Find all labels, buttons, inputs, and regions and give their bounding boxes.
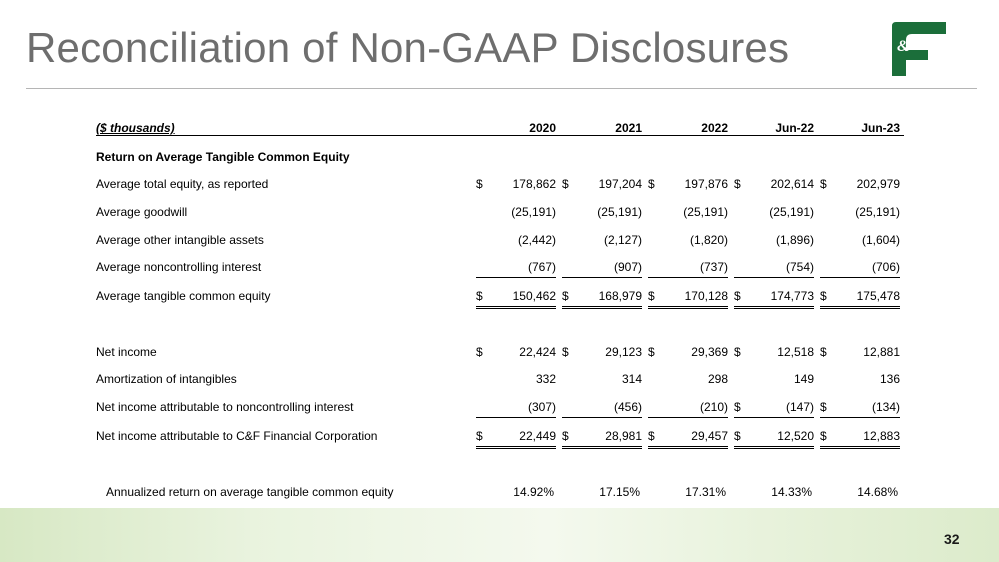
- value-cell: [562, 230, 642, 250]
- cell-value: (307): [527, 400, 556, 414]
- cell-value: (25,191): [855, 205, 900, 219]
- dollar-sign: $: [820, 429, 827, 443]
- unit-label: ($ thousands): [96, 121, 175, 135]
- cell-value: (1,604): [861, 233, 900, 247]
- cell-value: (25,191): [511, 205, 556, 219]
- cell-value: 197,876: [684, 177, 728, 191]
- dollar-sign: $: [648, 177, 655, 191]
- value-cell: [648, 426, 728, 449]
- value-cell: [476, 426, 556, 449]
- col-header-label: 2020: [529, 121, 556, 135]
- cell-value: 149: [793, 372, 814, 386]
- cell-value: (706): [871, 260, 900, 274]
- cell-value: 197,204: [598, 177, 642, 191]
- dollar-sign: $: [476, 289, 483, 303]
- dollar-sign: $: [820, 345, 827, 359]
- cell-value: 14.92%: [513, 485, 554, 499]
- cell-value: 14.68%: [857, 485, 898, 499]
- cell-value: 178,862: [512, 177, 556, 191]
- table-row: [96, 202, 904, 222]
- row-label: Average goodwill: [96, 205, 188, 219]
- cell-value: (210): [699, 400, 728, 414]
- value-cell: [648, 342, 728, 362]
- col-header-label: Jun-23: [861, 121, 900, 135]
- value-cell: [562, 174, 642, 194]
- value-cell: [476, 202, 556, 222]
- value-cell: [476, 230, 556, 250]
- value-cell: [648, 202, 728, 222]
- table-row: [96, 230, 904, 250]
- cell-value: (767): [527, 260, 556, 274]
- cell-value: (1,896): [775, 233, 814, 247]
- cell-value: (134): [871, 400, 900, 414]
- value-cell: [820, 174, 900, 194]
- cell-value: 12,518: [777, 345, 814, 359]
- value-cell: [562, 286, 642, 309]
- dollar-sign: $: [476, 345, 483, 359]
- cell-value: 14.33%: [771, 485, 812, 499]
- cell-value: 202,979: [856, 177, 900, 191]
- value-cell: [648, 482, 728, 502]
- value-cell: [820, 286, 900, 309]
- value-cell: [476, 397, 556, 418]
- section-title-row: [96, 147, 904, 167]
- cell-value: 12,881: [863, 345, 900, 359]
- dollar-sign: $: [734, 289, 741, 303]
- value-cell: [820, 230, 900, 250]
- value-cell: [562, 426, 642, 449]
- table-row: [96, 397, 904, 417]
- cell-value: 12,520: [777, 429, 814, 443]
- page-number: 32: [944, 531, 960, 547]
- cell-value: (25,191): [597, 205, 642, 219]
- col-header-label: 2021: [615, 121, 642, 135]
- value-cell: [820, 342, 900, 362]
- value-cell: [648, 397, 728, 418]
- value-cell: [734, 174, 814, 194]
- dollar-sign: $: [476, 177, 483, 191]
- cell-value: 136: [879, 372, 900, 386]
- page-title: Reconciliation of Non-GAAP Disclosures: [26, 24, 790, 71]
- value-cell: [820, 369, 900, 389]
- col-header-label: 2022: [701, 121, 728, 135]
- value-cell: [562, 257, 642, 278]
- dollar-sign: $: [648, 345, 655, 359]
- cell-value: (1,820): [689, 233, 728, 247]
- row-label: Amortization of intangibles: [96, 372, 237, 386]
- dollar-sign: $: [820, 289, 827, 303]
- cell-value: 17.15%: [599, 485, 640, 499]
- value-cell: [648, 369, 728, 389]
- row-label: Average tangible common equity: [96, 289, 271, 303]
- dollar-sign: $: [562, 289, 569, 303]
- cell-value: (2,442): [517, 233, 556, 247]
- dollar-sign: $: [734, 429, 741, 443]
- cell-value: 29,123: [605, 345, 642, 359]
- row-label: Average total equity, as reported: [96, 177, 269, 191]
- cell-value: 168,979: [598, 289, 642, 303]
- value-cell: [476, 369, 556, 389]
- value-cell: [734, 257, 814, 278]
- cell-value: 314: [621, 372, 642, 386]
- value-cell: [734, 369, 814, 389]
- value-cell: [562, 342, 642, 362]
- value-cell: [476, 174, 556, 194]
- value-cell: [562, 202, 642, 222]
- cell-value: (147): [785, 400, 814, 414]
- value-cell: [562, 482, 642, 502]
- row-label: Net income: [96, 345, 157, 359]
- row-label: Net income attributable to C&F Financial Corporation: [96, 429, 378, 443]
- cell-value: 17.31%: [685, 485, 726, 499]
- dollar-sign: $: [562, 177, 569, 191]
- dollar-sign: $: [648, 429, 655, 443]
- value-cell: [734, 342, 814, 362]
- cell-value: (907): [613, 260, 642, 274]
- cell-value: 174,773: [770, 289, 814, 303]
- row-label: Average other intangible assets: [96, 233, 264, 247]
- cell-value: (25,191): [769, 205, 814, 219]
- value-cell: [476, 482, 556, 502]
- dollar-sign: $: [476, 429, 483, 443]
- table-row: [96, 426, 904, 446]
- cell-value: (737): [699, 260, 728, 274]
- dollar-sign: $: [734, 177, 741, 191]
- cell-value: (25,191): [683, 205, 728, 219]
- cell-value: 22,449: [519, 429, 556, 443]
- value-cell: [734, 397, 814, 418]
- value-cell: [476, 286, 556, 309]
- col-header-label: Jun-22: [775, 121, 814, 135]
- dollar-sign: $: [648, 289, 655, 303]
- value-cell: [648, 174, 728, 194]
- table-row: [96, 174, 904, 194]
- cell-value: (754): [785, 260, 814, 274]
- cell-value: 332: [535, 372, 556, 386]
- row-label: Net income attributable to noncontrolling interest: [96, 400, 354, 414]
- value-cell: [648, 230, 728, 250]
- section-title: Return on Average Tangible Common Equity: [96, 150, 350, 164]
- value-cell: [734, 286, 814, 309]
- cell-value: 22,424: [519, 345, 556, 359]
- dollar-sign: $: [562, 345, 569, 359]
- value-cell: [820, 257, 900, 278]
- dollar-sign: $: [734, 400, 741, 414]
- value-cell: [820, 202, 900, 222]
- row-label: Annualized return on average tangible common equity: [106, 485, 394, 499]
- dollar-sign: $: [562, 429, 569, 443]
- cell-value: 150,462: [512, 289, 556, 303]
- table-row: [96, 369, 904, 389]
- value-cell: [648, 286, 728, 309]
- value-cell: [820, 397, 900, 418]
- footer-band: [0, 508, 999, 562]
- header-rule: [96, 135, 904, 136]
- svg-text:&: &: [897, 38, 910, 55]
- table-row: [96, 342, 904, 362]
- value-cell: [734, 202, 814, 222]
- dollar-sign: $: [820, 177, 827, 191]
- cell-value: (2,127): [603, 233, 642, 247]
- dollar-sign: $: [820, 400, 827, 414]
- table-row: [96, 482, 904, 502]
- cell-value: 12,883: [863, 429, 900, 443]
- cell-value: 29,457: [691, 429, 728, 443]
- cell-value: 29,369: [691, 345, 728, 359]
- value-cell: [734, 482, 814, 502]
- cell-value: 298: [707, 372, 728, 386]
- title-divider: [26, 88, 977, 89]
- value-cell: [476, 257, 556, 278]
- cell-value: 175,478: [856, 289, 900, 303]
- value-cell: [734, 230, 814, 250]
- cell-value: 170,128: [684, 289, 728, 303]
- cell-value: 202,614: [770, 177, 814, 191]
- value-cell: [562, 369, 642, 389]
- company-logo: [888, 20, 950, 78]
- value-cell: [820, 426, 900, 449]
- cell-value: 28,981: [605, 429, 642, 443]
- table-row: [96, 257, 904, 277]
- cell-value: (456): [613, 400, 642, 414]
- value-cell: [820, 482, 900, 502]
- row-label: Average noncontrolling interest: [96, 260, 262, 274]
- table-row: [96, 286, 904, 306]
- value-cell: [476, 342, 556, 362]
- value-cell: [648, 257, 728, 278]
- dollar-sign: $: [734, 345, 741, 359]
- value-cell: [734, 426, 814, 449]
- value-cell: [562, 397, 642, 418]
